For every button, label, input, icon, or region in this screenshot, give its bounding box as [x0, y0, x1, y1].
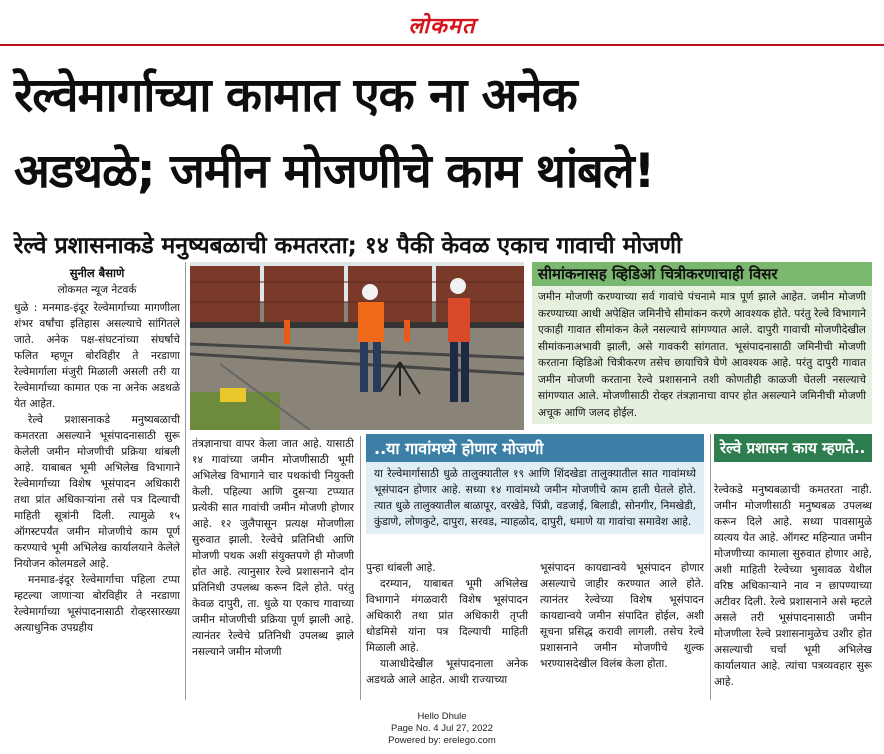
article-paragraph: मनमाड-इंदूर रेल्वेमार्गाचा पहिला टप्पा म्हटल्या जाणाऱ्या बोरविहीर ते नरडाणा रेल्वेमार्गाच्या भूसंपादनासाठी रोव्हरसारख्या अत्याधुनिक उपग्रहीय: [14, 574, 180, 634]
footer-page-date: Page No. 4 Jul 27, 2022: [391, 723, 493, 734]
footer-edition: Hello Dhule: [417, 711, 467, 722]
box-railway-column: [714, 482, 872, 700]
page-footer: [0, 711, 884, 747]
box-video-recording: [532, 262, 872, 424]
column-divider: [360, 436, 361, 700]
headline-line-1: रेल्वेमार्गाच्या कामात एक ना अनेक: [14, 68, 577, 123]
subheadline: रेल्वे प्रशासनाकडे मनुष्यबळाची कमतरता; १४ पैकी केवळ एकाच गावाची मोजणी: [14, 233, 682, 259]
masthead-rule: [0, 44, 884, 46]
box-railway-body: रेल्वेकडे मनुष्यबळाची कमतरता नाही. जमीन मोजणीसाठी मनुष्यबळ उपलब्ध करून दिले आहे. सध्या पावसामुळे व्यत्यय येत आहे. ऑगस्ट महिन्यात जमीन मोजणीच्या कामाला सुरुवात होणार आहे, अशी माहिती रेल्वेच्या भुसावळ येथील वरिष्ठ अधिकाऱ्याने नाव न छापण्याच्या अटीवर दिली. रेल्वे प्रशासनाने असे म्हटले असले तरी भूसंपादनासाठी जमीन मोजणीला रेल्वे प्रशासनामुळेच उशीर होत असल्याची चर्चा भूमी अभिलेख कार्यालयात आहे. त्यांचा पत्रव्यवहार सुरू आहे.: [714, 484, 872, 688]
railway-survey-photo: [190, 262, 524, 430]
box-railway-statement: [714, 434, 872, 462]
article-paragraph: भूसंपादन कायद्यान्वये भूसंपादन होणार असल्याचे जाहीर करण्यात आले होते. त्यानंतर रेल्वेच्या विशेष भूसंपादन कायद्यान्वये जमीन संपादित होईल, अशी सूचना प्रसिद्ध करावी लागली. तसेच रेल्वे प्रशासनाने जमीन मोजणीचे शुल्क भरण्यासदेखील विलंब केला होता.: [540, 562, 704, 670]
box-railway-title: रेल्वे प्रशासन काय म्हणते..: [714, 434, 872, 462]
box-video-title: सीमांकनासह व्हिडिओ चित्रीकरणाचाही विसर: [532, 262, 872, 286]
byline: सुनील बैसाणे: [69, 266, 125, 280]
box-villages-title: ..या गावांमध्ये होणार मोजणी: [366, 434, 704, 462]
article-paragraph: धुळे : मनमाड-इंदूर रेल्वेमार्गाच्या मागणीला शंभर वर्षांचा इतिहास असल्याचे सांगितले जाते. अनेक पक्ष-संघटनांच्या संघर्षाचे फलित म्हणून बोरविहीर ते नरडाणा रेल्वेमार्गाला मंजुरी मिळाली असली तरी या रेल्वेमार्गाच्या कामात एक ना अनेक अडथळे येत आहेत.: [14, 302, 180, 410]
article-paragraph: तंत्रज्ञानाचा वापर केला जात आहे. यासाठी १४ गावांच्या जमीन मोजणीसाठी भूमी अभिलेख विभागाने चार पथकांची नियुक्ती केली. पहिल्या आणि दुसऱ्या टप्प्यात प्रत्येकी सात गावांची जमीन मोजणी होणार आहे. १२ जुलैपासून प्रत्यक्ष मोजणीला सुरुवात झाली. रेल्वेचे प्रतिनिधी आणि मोजणी पथक अशी संयुक्तपणे ही मोजणी होत आहे. त्यानुसार रेल्वे प्रशासनाने दोन प्रतिनिधी उपलब्ध करून दिले होते. परंतु केवळ दापुरी, ता. धुळे या एकाच गावाच्या जमीन मोजणीची प्रक्रिया पूर्ण झाली आहे. त्यानंतर रेल्वेचे प्रतिनिधी उपलब्ध झाले नसल्याने जमीन मोजणी: [192, 438, 354, 658]
box-villages: [366, 434, 704, 534]
box-video-body: जमीन मोजणी करण्याच्या सर्व गावांचे पंचनामे मात्र पूर्ण झाले आहेत. जमीन मोजणी करण्याच्या आधी अपेक्षित जमिनीचे सीमांकन करणे आवश्यक होते. परंतु रेल्वे विभागाने एकाही गावात सीमांकन केले नसल्याचे सांगण्यात आले. दापुरी गावाची मोजणीदेखील सीमांकनाअभावी झाली, असे गावकरी सांगतात. भूसंपादनासाठी जमिनीची मोजणी करताना व्हिडिओ चित्रीकरण तसेच छायाचित्रे घेणे आवश्यक आहे. परंतु दापुरी गावात जमीन मोजणी करताना रेल्वे प्रशासनाने तशी कोणतीही काळजी घेतली नसल्याचे सांगण्यात आले. मोजणीसाठी रोव्हर तंत्रज्ञानाचा वापर होत असल्याने जमिनीची मोजणी अचूक आणि जलद होईल.: [532, 286, 872, 424]
lokmat-logo: लोकमत: [408, 14, 476, 39]
agency-credit: लोकमत न्यूज नेटवर्क: [57, 284, 137, 296]
headline-line-2: अडथळे; जमीन मोजणीचे काम थांबले!: [14, 144, 655, 199]
footer-powered-by: Powered by: erelego.com: [388, 735, 496, 746]
article-paragraph: रेल्वे प्रशासनाकडे मनुष्यबळाची कमतरता असल्याने भूसंपादनासाठी सुरू केलेली जमीन मोजणीची प्रक्रिया थांबली आहे. याबाबत भूमी अभिलेख विभागाने रेल्वेमार्गाच्या विशेष भूसंपादन अधिकारी तथा प्रांत अधिकाऱ्यांना तसे पत्र दिल्याची माहिती सूत्रांनी दिली. त्यामुळे १५ ऑगस्टपर्यंत जमीन मोजणीचे काम पूर्ण करण्याचे भूमी अभिलेख कार्यालयाने केलेले नियोजन कोलमडले आहे.: [14, 414, 180, 570]
column-divider: [710, 434, 711, 700]
box-villages-body: या रेल्वेमार्गासाठी धुळे तालुक्यातील १९ आणि शिंदखेडा तालुक्यातील सात गावांमध्ये भूसंपादन होणार आहे. सध्या १४ गावांमध्ये जमीन मोजणीचे काम हाती घेतले होते. त्यात धुळे तालुक्यातील बाळापूर, वरखेडे, पिंप्री, वडजाई, बिलाडी, सोनगीर, निमखेडी, कुंडाणे, लोणकुटे, दापुरा, सरवड, न्याहळोद, दापुरी, धमाणे या गावांचा समावेश आहे.: [366, 462, 704, 534]
article-column-3: [366, 560, 528, 700]
article-column-1: [14, 300, 180, 700]
article-column-4: [540, 560, 704, 700]
article-paragraph: दरम्यान, याबाबत भूमी अभिलेख विभागाने मंगळवारी विशेष भूसंपादन अधिकारी तथा प्रांत अधिकारी तृप्ती धोडमिसे यांना पत्र दिल्याची माहिती मिळाली आहे.: [366, 578, 528, 654]
column-divider: [185, 262, 186, 700]
article-paragraph: याआधीदेखील भूसंपादनाला अनेक अडथळे आले आहेत. आधी राज्याच्या: [366, 658, 528, 686]
masthead: [0, 0, 884, 44]
article-column-2: [192, 436, 354, 700]
article-paragraph: पुन्हा थांबली आहे.: [366, 562, 436, 574]
